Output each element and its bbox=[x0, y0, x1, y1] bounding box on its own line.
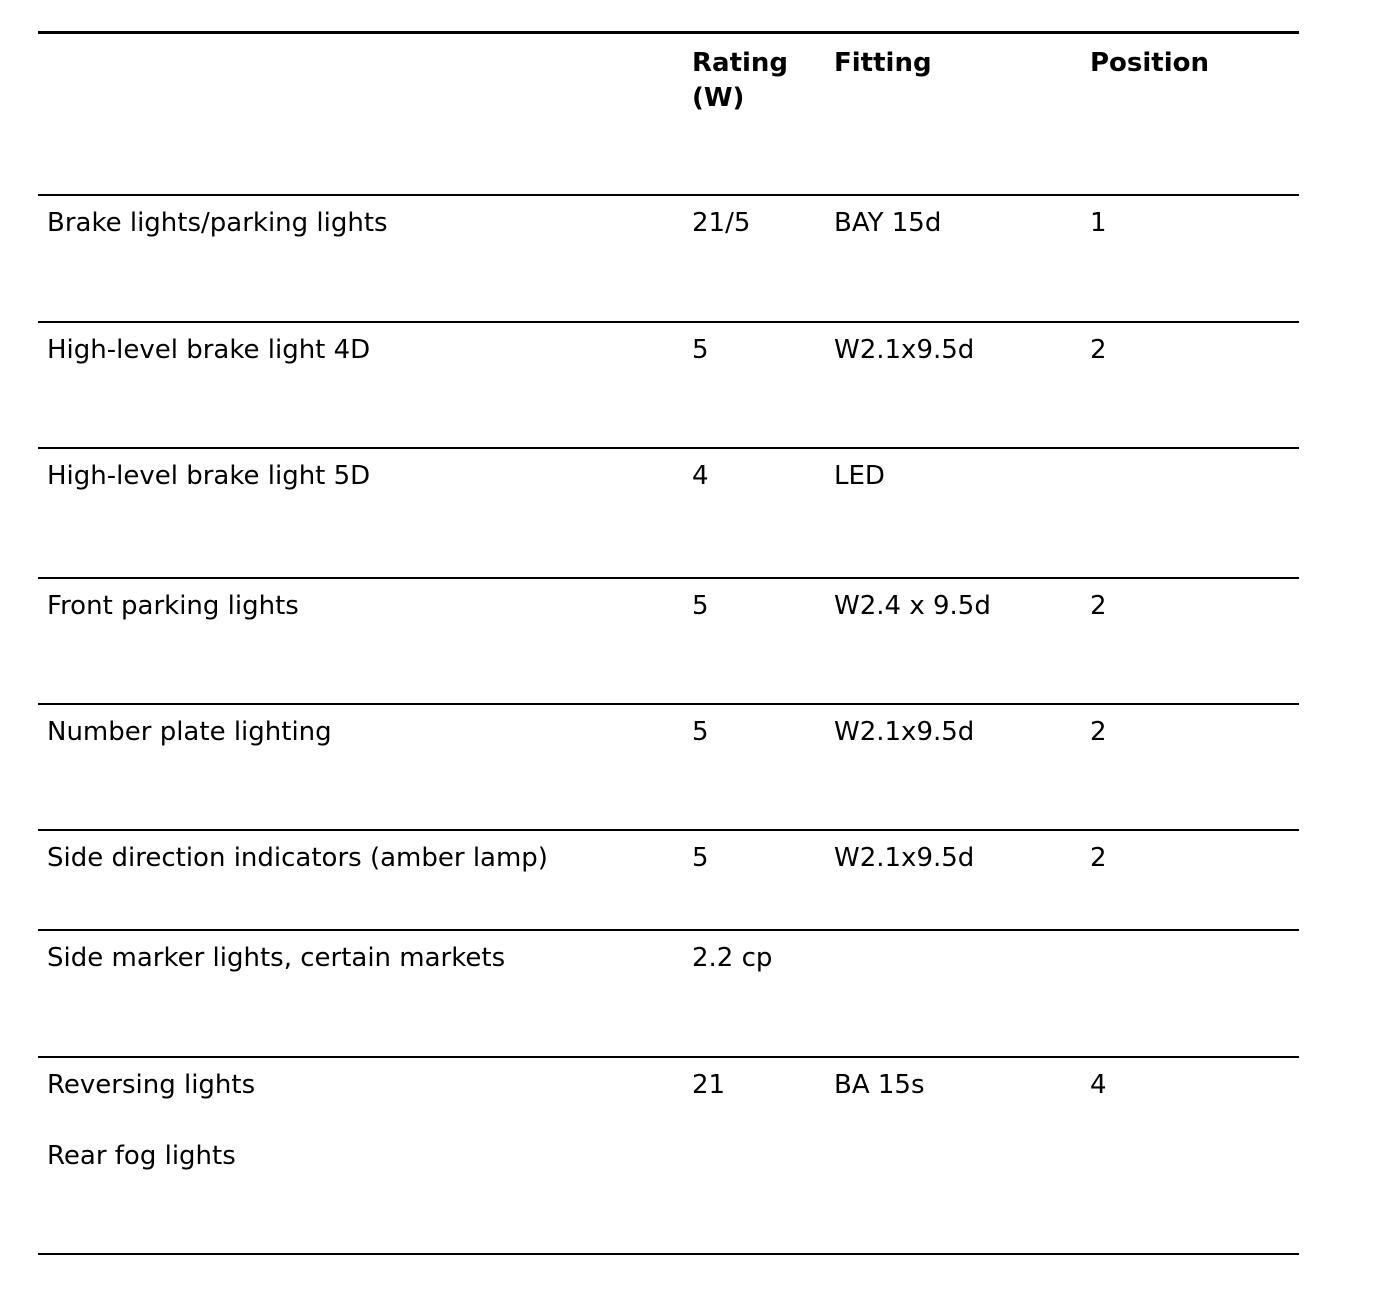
cell-rating: 21/5 bbox=[692, 195, 834, 322]
table-body bbox=[38, 195, 1299, 1254]
header-name bbox=[38, 33, 692, 195]
cell-name bbox=[38, 195, 692, 322]
cell-position: 1 bbox=[1090, 195, 1299, 322]
cell-fitting: W2.1x9.5d bbox=[834, 322, 1090, 448]
cell-name-text: Front parking lights bbox=[47, 590, 299, 621]
header-fitting: Fitting bbox=[834, 33, 1090, 195]
cell-position: 2 bbox=[1090, 322, 1299, 448]
cell-fitting bbox=[834, 930, 1090, 1057]
cell-name bbox=[38, 578, 692, 704]
table-row bbox=[38, 1057, 1299, 1254]
table-row bbox=[38, 578, 1299, 704]
cell-fitting: LED bbox=[834, 448, 1090, 578]
cell-rating: 5 bbox=[692, 578, 834, 704]
cell-rating: 21 bbox=[692, 1057, 834, 1254]
cell-name bbox=[38, 1057, 692, 1254]
table-row bbox=[38, 448, 1299, 578]
cell-rating: 5 bbox=[692, 830, 834, 930]
cell-name-text: High-level brake light 5D bbox=[47, 460, 371, 491]
bulb-specification-table-container bbox=[38, 31, 1299, 1255]
cell-name-text-secondary: Rear fog lights bbox=[47, 1140, 236, 1171]
cell-rating: 5 bbox=[692, 322, 834, 448]
bulb-specification-table bbox=[38, 31, 1299, 1255]
table-row bbox=[38, 930, 1299, 1057]
table-row bbox=[38, 195, 1299, 322]
cell-name-text: Reversing lights bbox=[47, 1069, 256, 1100]
table-header bbox=[38, 33, 1299, 195]
header-row bbox=[38, 33, 1299, 195]
cell-position bbox=[1090, 930, 1299, 1057]
cell-rating: 4 bbox=[692, 448, 834, 578]
cell-fitting: W2.4 x 9.5d bbox=[834, 578, 1090, 704]
cell-name bbox=[38, 930, 692, 1057]
table-row bbox=[38, 322, 1299, 448]
cell-name-text: Side direction indicators (amber lamp) bbox=[47, 842, 548, 873]
table-row bbox=[38, 704, 1299, 830]
cell-position: 2 bbox=[1090, 578, 1299, 704]
cell-name-text: High-level brake light 4D bbox=[47, 334, 371, 365]
cell-name bbox=[38, 448, 692, 578]
cell-name bbox=[38, 704, 692, 830]
cell-fitting: W2.1x9.5d bbox=[834, 830, 1090, 930]
cell-name-text: Brake lights/parking lights bbox=[47, 207, 388, 238]
cell-fitting: W2.1x9.5d bbox=[834, 704, 1090, 830]
table-row bbox=[38, 830, 1299, 930]
header-position: Position bbox=[1090, 33, 1299, 195]
cell-position: 4 bbox=[1090, 1057, 1299, 1254]
cell-position: 2 bbox=[1090, 830, 1299, 930]
cell-rating: 5 bbox=[692, 704, 834, 830]
header-rating: Rating (W) bbox=[692, 33, 834, 195]
cell-position: 2 bbox=[1090, 704, 1299, 830]
cell-name bbox=[38, 322, 692, 448]
cell-fitting: BA 15s bbox=[834, 1057, 1090, 1254]
cell-position bbox=[1090, 448, 1299, 578]
cell-fitting: BAY 15d bbox=[834, 195, 1090, 322]
cell-rating: 2.2 cp bbox=[692, 930, 834, 1057]
cell-name bbox=[38, 830, 692, 930]
cell-name-text: Side marker lights, certain markets bbox=[47, 942, 506, 973]
cell-name-text: Number plate lighting bbox=[47, 716, 332, 747]
